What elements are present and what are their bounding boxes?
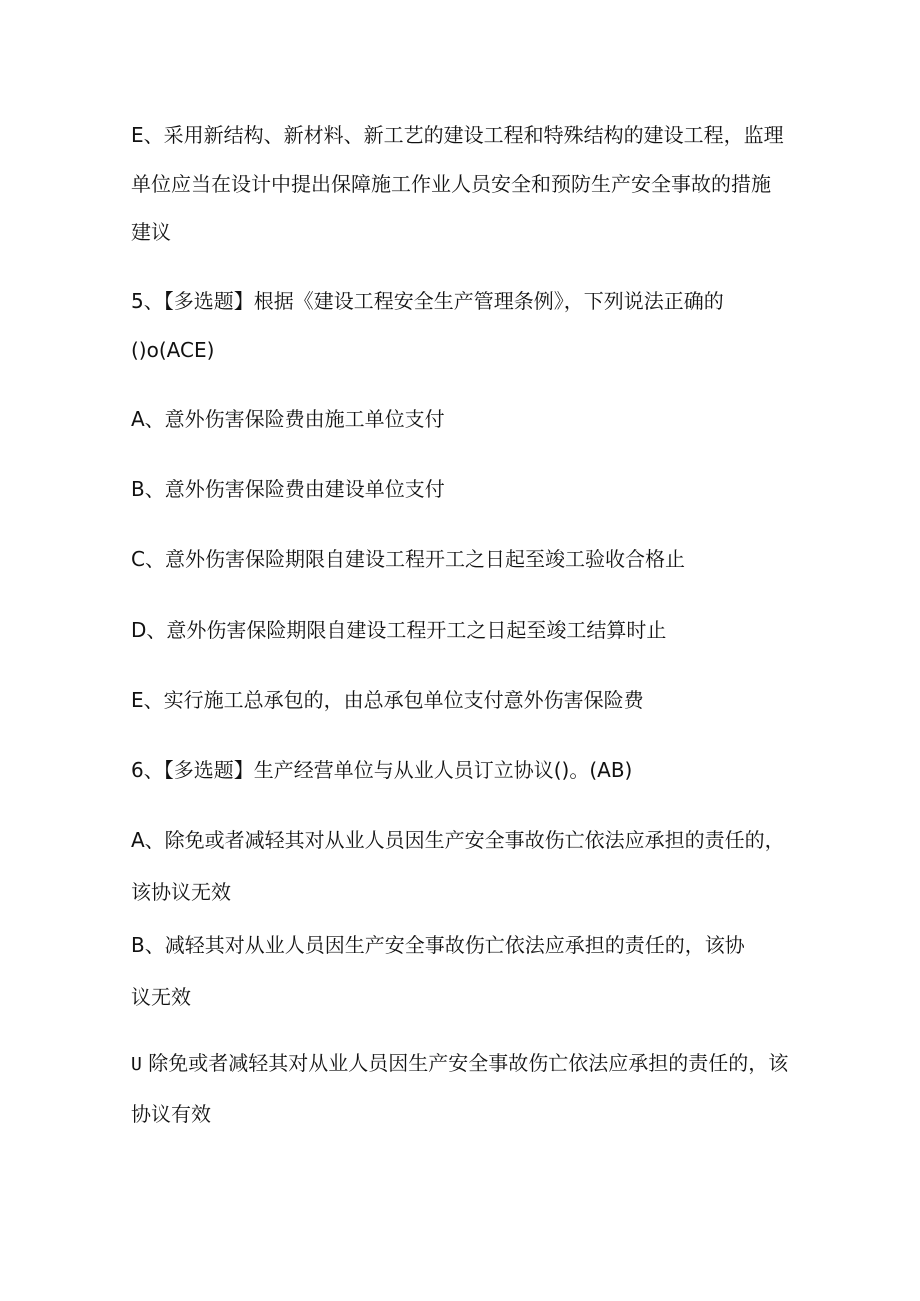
question-4-option-e-line-3: 建议 — [131, 220, 171, 244]
option-c-text: 除免或者减轻其对从业人员因生产安全事故伤亡依法应承担的责任的，该 — [148, 1051, 789, 1075]
question-4-option-e-line-2: 单位应当在设计中提出保障施工作业人员安全和预防生产安全事故的措施 — [131, 172, 771, 196]
question-6-option-c-line-2: 协议有效 — [131, 1102, 211, 1126]
question-6-option-a-line-1: A、除免或者减轻其对从业人员因生产安全事故伤亡依法应承担的责任的， — [131, 828, 785, 852]
question-6-option-b-line-1: B、减轻其对从业人员因生产安全事故伤亡依法应承担的责任的，该协 — [131, 933, 745, 957]
question-6-option-c-line-1 — [131, 1049, 806, 1079]
question-5-option-d: D、意外伤害保险期限自建设工程开工之日起至竣工结算时止 — [131, 618, 667, 642]
option-c-prefix: U — [131, 1054, 142, 1075]
question-4-option-e-line-1: E、采用新结构、新材料、新工艺的建设工程和特殊结构的建设工程，监理 — [131, 123, 784, 147]
question-5-option-a: A、意外伤害保险费由施工单位支付 — [131, 407, 445, 431]
question-6-title: 6、【多选题】生产经营单位与从业人员订立协议()。(AB) — [131, 758, 633, 782]
question-6-option-b-line-2: 议无效 — [131, 985, 191, 1009]
question-6-option-a-line-2: 该协议无效 — [131, 880, 231, 904]
question-5-title-line-2: ()o(ACE) — [131, 338, 215, 362]
question-5-option-e: E、实行施工总承包的，由总承包单位支付意外伤害保险费 — [131, 688, 644, 712]
question-5-option-c: C、意外伤害保险期限自建设工程开工之日起至竣工验收合格止 — [131, 547, 685, 571]
question-5-option-b: B、意外伤害保险费由建设单位支付 — [131, 477, 445, 501]
question-5-title-line-1: 5、【多选题】根据《建设工程安全生产管理条例》，下列说法正确的 — [131, 289, 724, 313]
